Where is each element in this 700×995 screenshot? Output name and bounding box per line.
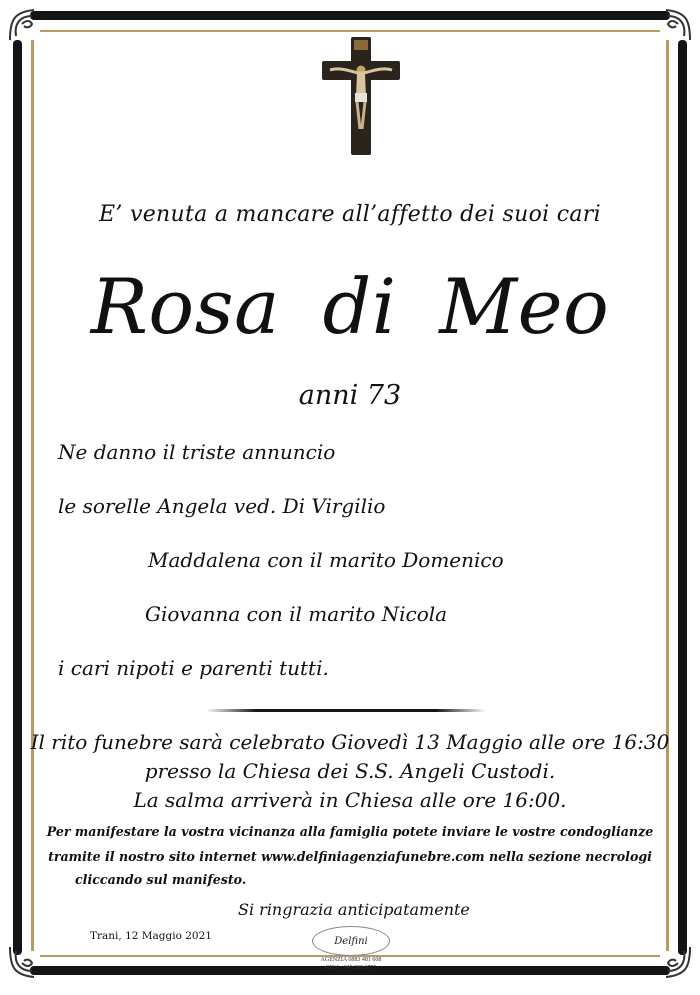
gold-top-line bbox=[40, 30, 660, 32]
ornament-corner-icon bbox=[656, 6, 694, 44]
gold-right-line bbox=[666, 40, 669, 951]
family-line: i cari nipoti e parenti tutti. bbox=[58, 656, 329, 680]
condolence-notice-line: Per manifestare la vostra vicinanza alla famiglia potete inviare le vostre condoglianze bbox=[46, 824, 654, 839]
family-line: le sorelle Angela ved. Di Virgilio bbox=[58, 494, 386, 518]
condolence-notice-line: tramite il nostro sito internet www.delfiniagenziafunebre.com nella sezione necrologi bbox=[48, 849, 652, 864]
agency-name: Delfini bbox=[334, 935, 368, 947]
thanks-text: Si ringrazia anticipatamente bbox=[238, 900, 470, 919]
agency-cell: CELL. 340 282 6772 bbox=[325, 965, 377, 971]
date-place: Trani, 12 Maggio 2021 bbox=[90, 930, 212, 942]
family-line: Maddalena con il marito Domenico bbox=[148, 548, 504, 572]
family-line: Ne danno il triste annuncio bbox=[58, 440, 336, 464]
agency-logo bbox=[312, 926, 390, 978]
divider bbox=[206, 709, 486, 712]
intro-text: E’ venuta a mancare all’affetto dei suoi cari bbox=[99, 202, 601, 227]
frame-right-border bbox=[678, 40, 687, 955]
deceased-name: Rosa di Meo bbox=[90, 262, 610, 351]
rite-line: presso la Chiesa dei S.S. Angeli Custodi. bbox=[144, 759, 556, 783]
rite-line: La salma arriverà in Chiesa alle ore 16:00. bbox=[133, 788, 567, 812]
ornament-corner-icon bbox=[6, 6, 44, 44]
agency-logo-oval bbox=[312, 926, 390, 956]
family-line: Giovanna con il marito Nicola bbox=[145, 602, 448, 626]
crucifix-icon bbox=[322, 37, 400, 155]
ornament-corner-icon bbox=[656, 943, 694, 981]
gold-left-line bbox=[31, 40, 34, 951]
condolence-notice-line: cliccando sul manifesto. bbox=[75, 872, 247, 887]
deceased-age: anni 73 bbox=[298, 380, 402, 411]
frame-top-border bbox=[30, 11, 670, 20]
rite-line: Il rito funebre sarà celebrato Giovedì 13 Maggio alle ore 16:30 bbox=[30, 730, 670, 754]
frame-left-border bbox=[13, 40, 22, 955]
agency-phone: AGENZIA 0883 481 608 bbox=[320, 957, 382, 963]
ornament-corner-icon bbox=[6, 943, 44, 981]
